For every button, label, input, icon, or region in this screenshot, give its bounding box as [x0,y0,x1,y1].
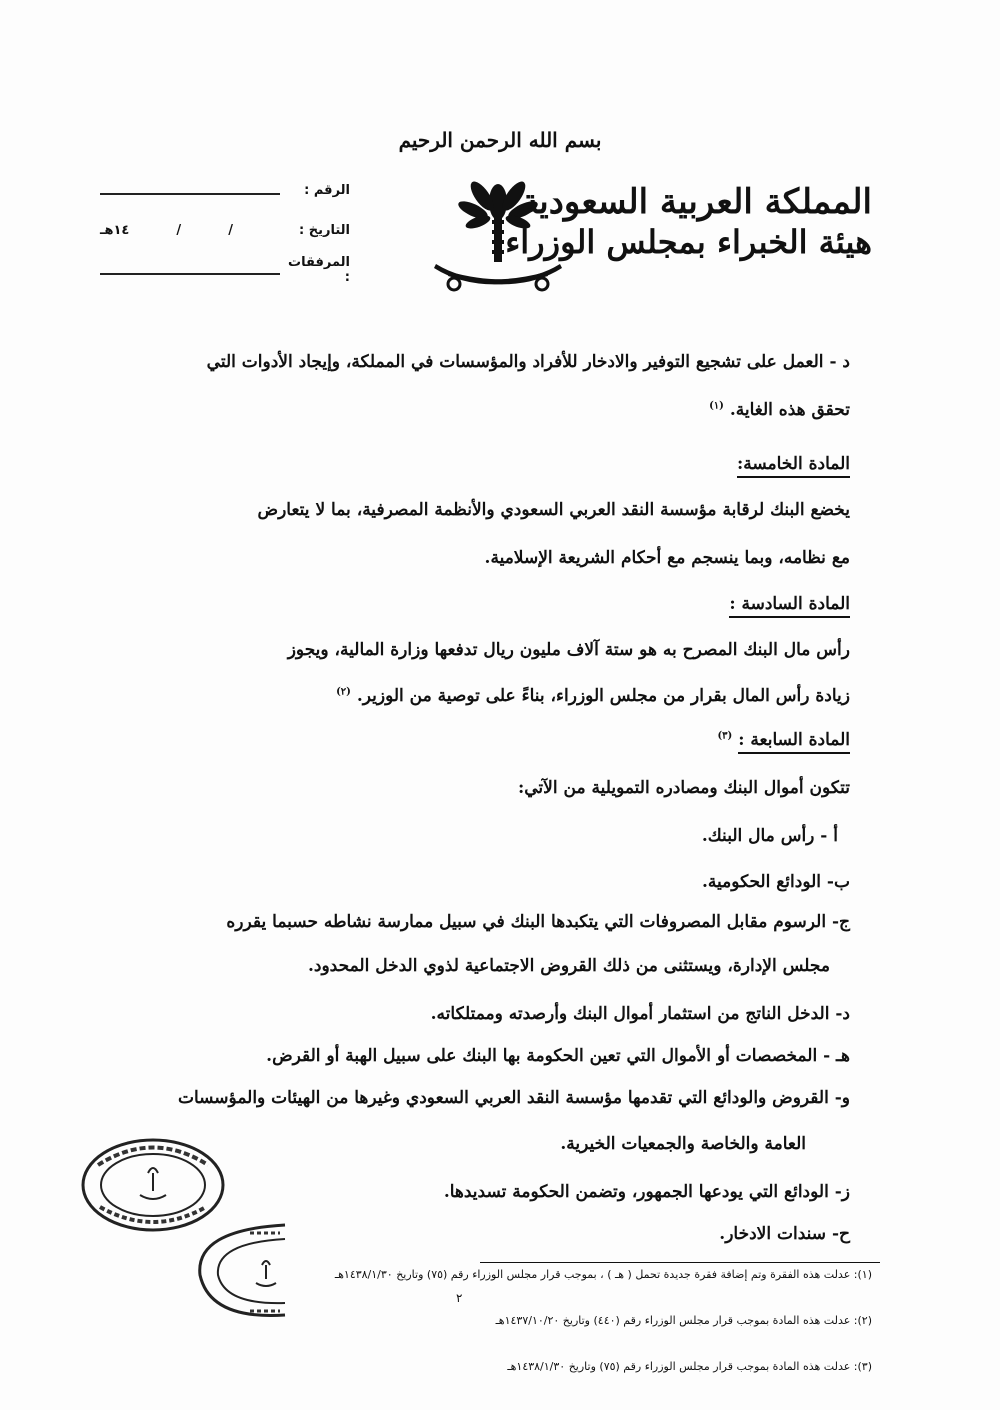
organization-name [505,182,872,262]
ref-number-label: الرقم : [304,182,350,198]
page-number: ٢ [456,1291,463,1305]
item-d-line-2 [709,400,850,420]
date-slash: / [176,222,182,238]
list-item-b: ب- الودائع الحكومية. [702,872,850,892]
article-5-line-1: يخضع البنك لرقابة مؤسسة النقد العربي السعودي والأنظمة المصرفية، بما لا يتعارض [257,500,850,520]
article-6-line-1: رأس مال البنك المصرح به هو ستة آلاف مليون ريال تدفعها وزارة المالية، ويجوز [287,640,850,660]
article-5-title: المادة الخامسة: [737,454,850,478]
article-5-line-2: مع نظامه، وبما ينسجم مع أحكام الشريعة الإسلامية. [484,548,850,568]
attachments-line [100,265,280,275]
list-item-d: د- الدخل الناتج من استثمار أموال البنك وأرصدته وممتلكاته. [430,1004,850,1024]
ref-number-row [100,170,350,210]
footnote-ref: (٢) [336,686,351,698]
article-6-line-2 [336,686,850,706]
ref-number-line [100,185,280,195]
list-item-a: أ - رأس مال البنك. [701,826,838,846]
list-item-c-line-1: ج- الرسوم مقابل المصروفات التي يتكبدها البنك في سبيل ممارسة نشاطه حسبما يقرره [226,912,850,932]
org-line-kingdom: المملكة العربية السعودية [521,182,872,222]
list-item-w-line-1: و- القروض والودائع التي تقدمها مؤسسة النقد العربي السعودي وغيرها من الهيئات والمؤسسات [177,1088,850,1108]
item-d-text: تحقق هذه الغاية. [729,400,850,420]
footnote-ref: (٣) [717,730,733,742]
footnote-ref: (١) [709,400,724,412]
official-partial-seal-icon [190,1215,290,1325]
date-suffix: ١٤هـ [100,222,130,238]
article-6-title: المادة السادسة : [729,594,850,618]
footnote-2: (٢): عدلت هذه المادة بموجب قرار مجلس الوزراء رقم (٤٤٠) وتاريخ ١٤٣٧/١٠/٢٠هـ [495,1314,872,1327]
date-fields [100,223,280,238]
date-row [100,210,350,250]
attachments-label: المرفقات : [288,255,350,285]
footnote-separator [480,1262,880,1263]
article-7-title: المادة السابعة : [738,730,850,754]
bismillah-heading: بسم الله الرحمن الرحيم [398,128,602,152]
org-line-authority: هيئة الخبراء بمجلس الوزراء [505,223,872,261]
footnote-1: (١): عدلت هذه الفقرة وتم إضافة فقرة جديدة تحمل ( هـ ) ، بموجب قرار مجلس الوزراء رقم (٧٥) وتاريخ ١٤٣٨/١/٣٠هـ [334,1268,872,1281]
date-label: التاريخ : [299,222,350,238]
date-slash: / [228,222,233,238]
footnote-3: (٣): عدلت هذه المادة بموجب قرار مجلس الوزراء رقم (٧٥) وتاريخ ١٤٣٨/١/٣٠هـ [507,1360,872,1373]
item-d-line-1: د - العمل على تشجيع التوفير والادخار للأفراد والمؤسسات في المملكة، وإيجاد الأدوات التي [206,352,850,372]
list-item-z: ز- الودائع التي يودعها الجمهور، وتضمن الحكومة تسديدها. [443,1182,850,1202]
list-item-w-line-2: العامة والخاصة والجمعيات الخيرية. [560,1134,806,1154]
reference-block [100,170,350,290]
list-item-c-line-2: مجلس الإدارة، ويستثنى من ذلك القروض الاجتماعية لذوي الدخل المحدود. [307,956,830,976]
list-item-ha: ح- سندات الادخار. [719,1224,850,1244]
article-6-text: زيادة رأس المال بقرار من مجلس الوزراء، بناءً على توصية من الوزير. [356,686,850,706]
attachments-row [100,250,350,290]
article-7-title-row [717,730,850,750]
article-7-intro: تتكون أموال البنك ومصادره التمويلية من الآتي: [517,778,850,798]
list-item-h: هـ - المخصصات أو الأموال التي تعين الحكومة بها البنك على سبيل الهبة أو القرض. [266,1046,850,1066]
